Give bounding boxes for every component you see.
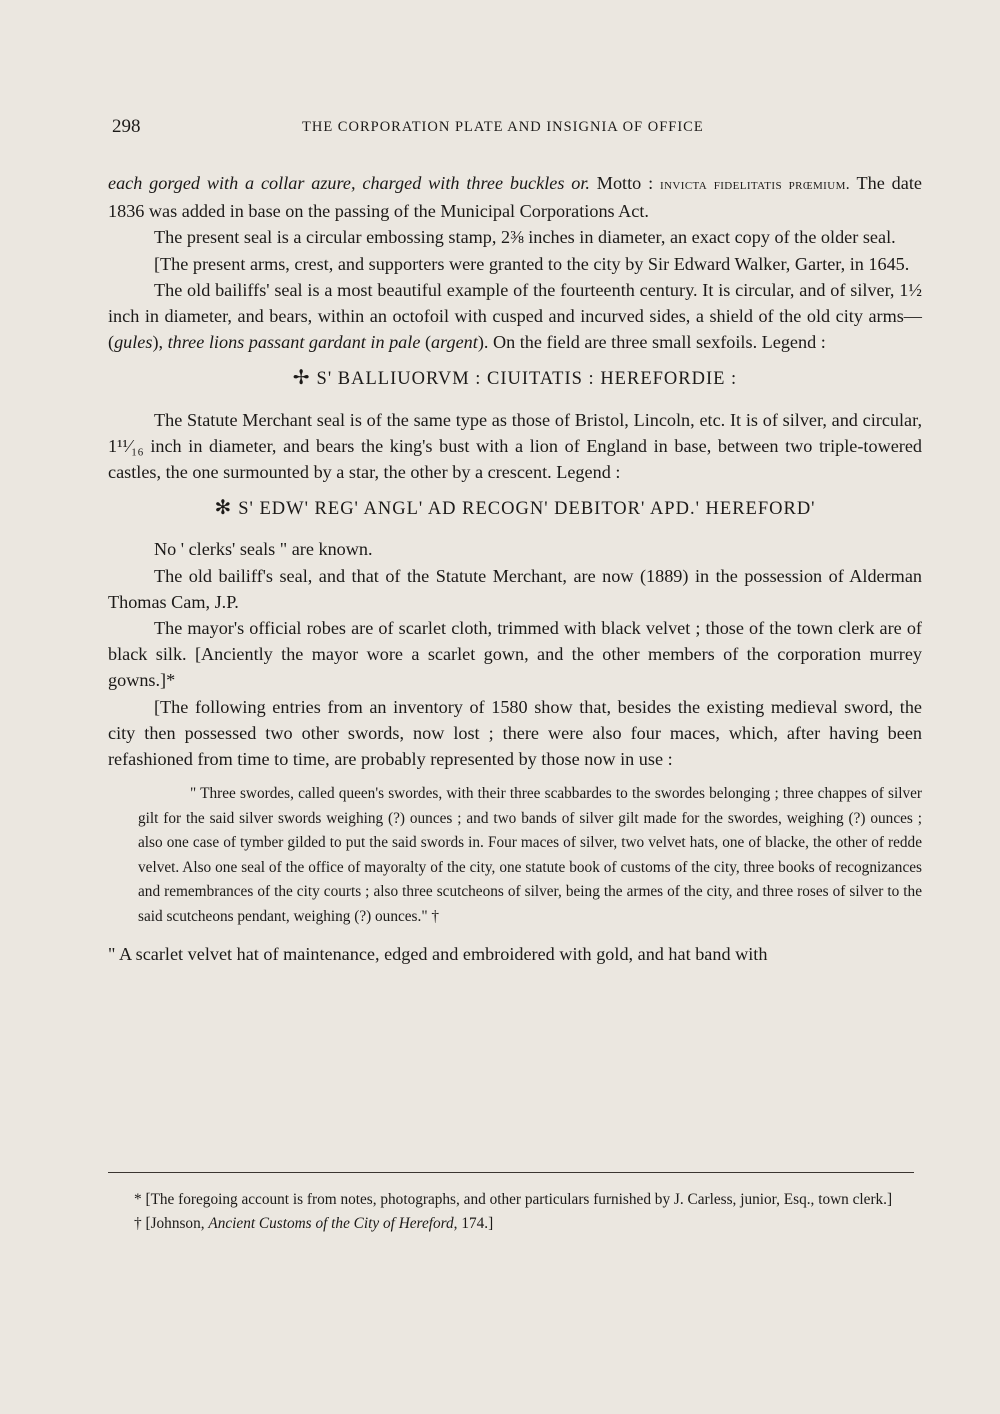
page-header — [112, 116, 922, 140]
block-quote — [108, 782, 922, 929]
body-text — [108, 170, 922, 967]
paragraph-mayor-robes: The mayor's official robes are of scarlet cloth, trimmed with black velvet ; those of the town clerk are of black silk. [Anciently the mayor wore a scarlet gown, and the other members of the corporation murrey gowns.]* — [108, 618, 922, 691]
footnotes — [110, 1188, 916, 1236]
paragraph-arms-granted: [The present arms, crest, and supporters were granted to the city by Sir Edward Walker, Garter, in 1645. — [154, 253, 910, 274]
paragraph-velvet-hat: " A scarlet velvet hat of maintenance, edged and embroidered with gold, and hat band with — [108, 944, 768, 965]
paragraph-text: The date 1836 was added in base on the passing of the Municipal Corporations Act. — [108, 173, 922, 222]
footnote-1: * [The foregoing account is from notes, photographs, and other particulars furnished by J. Carless, junior, Esq., town clerk.] — [134, 1191, 893, 1208]
paragraph-bailiffs-seal: The old bailiffs' seal is a most beautiful example of the fourteenth century. It is circular, and of silver, 1½ inch in diameter, and bears, within an octofoil with cusped and incurved sides, a shield of the old city arms—(gules), three lions passant gardant in pale (argent). On the field are three small sexfoils. Legend : — [108, 279, 922, 353]
paragraph-inventory-1580: [The following entries from an inventory of 1580 show that, besides the existing medieval sword, the city then possessed two other swords, now lost ; there were also four maces, which, after having been refashioned from time to time, are probably represented by those now in use : — [108, 696, 922, 770]
paragraph-present-seal: The present seal is a circular embossing stamp, 2⅜ inches in diameter, an exact copy of the older seal. — [154, 227, 896, 248]
seal-legend-bailiffs: ✢ S' BALLIUORVM : CIUITATIS : HEREFORDIE : — [292, 367, 738, 390]
paragraph-clerks-seals: No ' clerks' seals " are known. — [154, 539, 373, 560]
page-number: 298 — [112, 116, 141, 137]
footnote-divider — [108, 1172, 914, 1173]
running-title: THE CORPORATION PLATE AND INSIGNIA OF OFFICE — [302, 119, 704, 135]
motto-label: Motto : — [589, 173, 660, 193]
paragraph-seal-possession: The old bailiff's seal, and that of the Statute Merchant, are now (1889) in the possession of Alderman Thomas Cam, J.P. — [108, 565, 922, 612]
quote-text: " Three swordes, called queen's swordes, with their three scabbardes to the swordes belonging ; three chappes of silver gilt for the said silver swords weighing (?) ounces ; and two bands of silver gilt made for the swordes, weighing (?) ounces ; also one case of tymber gilded to put the said swords in. Four maces of silver, two velvet hats, one of blacke, the other of redde velvet. Also one seal of the office of mayoralty of the city, one statute book of customs of the city, three books of recognizances and remembrances of the city courts ; also three scutcheons of silver, being the armes of the city, and three roses of silver to the said scutcheons pendant, weighing (?) ounces." † — [138, 785, 922, 925]
seal-legend-statute-merchant: ✻ S' EDW' REG' ANGL' AD RECOGN' DEBITOR' APD.' HEREFORD' — [214, 497, 816, 520]
star-mark: ✻ — [214, 497, 233, 520]
paragraph-motto — [108, 170, 922, 224]
italic-text: each gorged with a collar azure, charged with three buckles or. — [108, 173, 590, 193]
paragraph-statute-merchant-seal: The Statute Merchant seal is of the same type as those of Bristol, Lincoln, etc. It is of silver, and circular, 1¹¹⁄₁₆ inch in diameter, and bears the king's bust with a lion of England in base, between two triple-towered castles, the one surmounted by a star, the other by a crescent. Legend : — [108, 409, 922, 483]
motto-text: invicta fidelitatis prœmium. — [660, 176, 851, 193]
footnote-2: † [Johnson, Ancient Customs of the City of Hereford, 174.] — [134, 1215, 494, 1232]
cross-mark: ✢ — [292, 367, 311, 390]
